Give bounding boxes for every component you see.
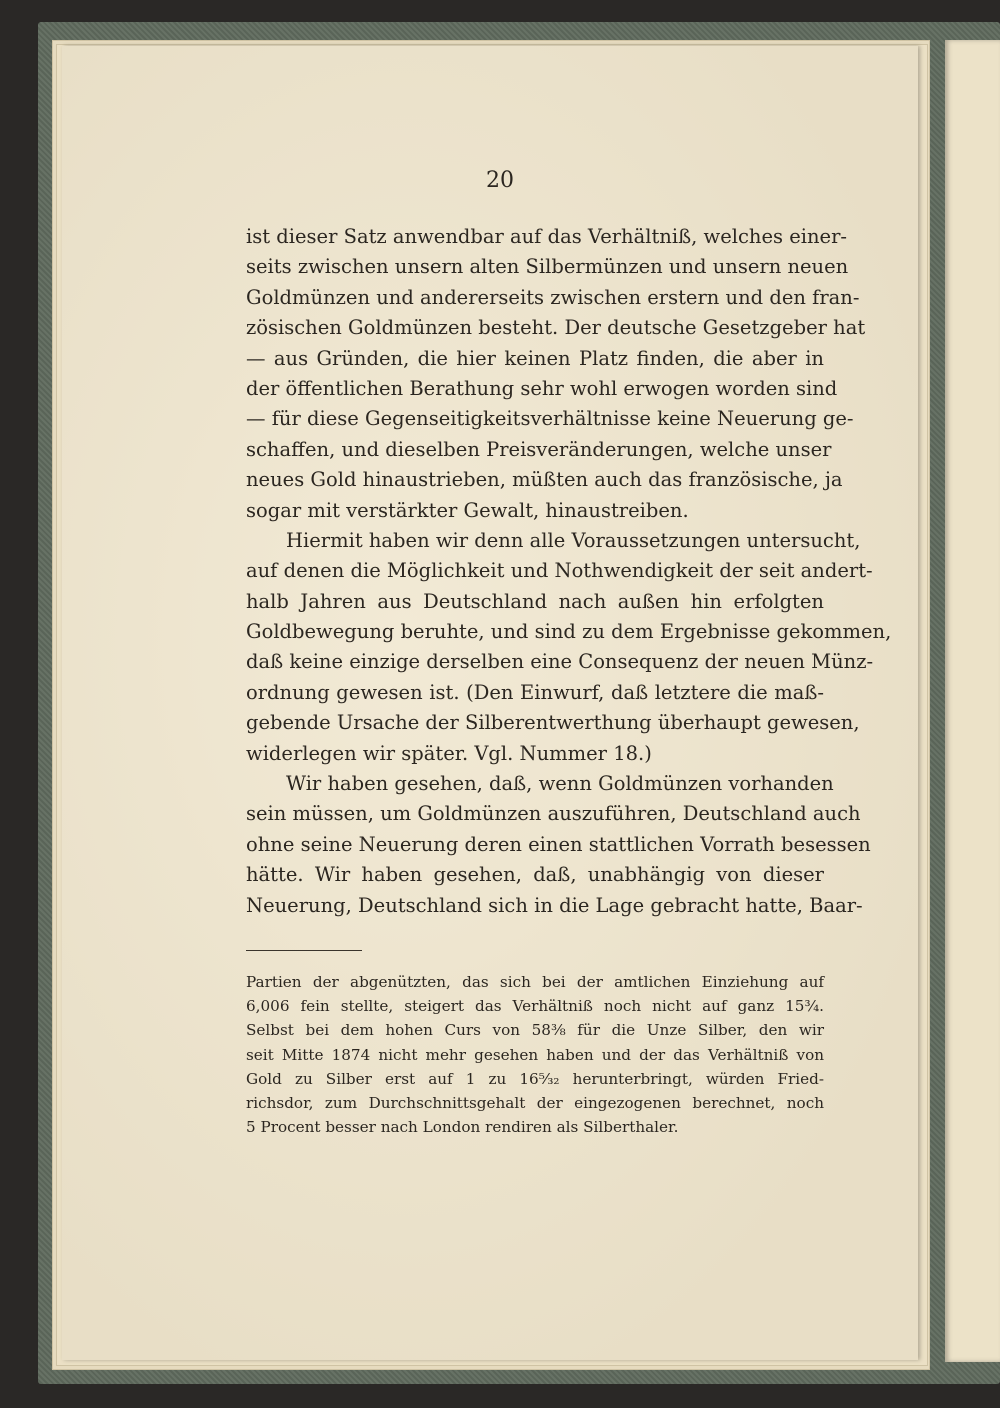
body-line: Goldbewegung beruhte, und sind zu dem Ergebnisse gekommen, bbox=[246, 620, 892, 644]
body-line: der öffentlichen Berathung sehr wohl erwogen worden sind bbox=[246, 376, 838, 400]
body-line: schaffen, und dieselben Preisveränderungen, welche unser bbox=[246, 437, 832, 461]
body-line: seits zwischen unsern alten Silbermünzen und unsern neuen bbox=[246, 255, 849, 279]
body-line: widerlegen wir später. Vgl. Nummer 18.) bbox=[246, 741, 652, 765]
body-line: — für diese Gegenseitigkeitsverhältnisse keine Neuerung ge- bbox=[246, 407, 854, 431]
body-line: gebende Ursache der Silberentwerthung überhaupt gewesen, bbox=[246, 711, 860, 735]
page-number: 20 bbox=[486, 168, 514, 193]
body-line: auf denen die Möglichkeit und Nothwendigkeit der seit andert- bbox=[246, 559, 873, 583]
body-text bbox=[246, 222, 892, 921]
body-line: ist dieser Satz anwendbar auf das Verhältniß, welches einer- bbox=[246, 225, 848, 248]
body-line: — aus Gründen, die hier keinen Platz finden, die aber in bbox=[246, 346, 824, 370]
footnote-line: richsdor, zum Durchschnittsgehalt der eingezogenen berechnet, noch bbox=[246, 1093, 824, 1112]
body-line: Neuerung, Deutschland sich in die Lage gebracht hatte, Baar- bbox=[246, 893, 863, 917]
body-line: Goldmünzen und andererseits zwischen erstern und den fran- bbox=[246, 285, 860, 309]
body-line: zösischen Goldmünzen besteht. Der deutsche Gesetzgeber hat bbox=[246, 316, 866, 340]
body-line: Wir haben gesehen, daß, wenn Goldmünzen vorhanden bbox=[286, 772, 834, 796]
body-line: daß keine einzige derselben eine Consequenz der neuen Münz- bbox=[246, 650, 874, 674]
footnote-line: Partien der abgenützten, das sich bei der amtlichen Einziehung auf bbox=[246, 973, 824, 991]
footnote bbox=[246, 970, 824, 1139]
footnote-line: Selbst bei dem hohen Curs von 58⅜ für die Unze Silber, den wir bbox=[246, 1021, 824, 1040]
body-line: sein müssen, um Goldmünzen auszuführen, Deutschland auch bbox=[246, 802, 861, 826]
body-line: hätte. Wir haben gesehen, daß, unabhängig von dieser bbox=[246, 863, 824, 887]
footnote-rule bbox=[246, 950, 362, 951]
body-line: Hiermit haben wir denn alle Voraussetzungen untersucht, bbox=[286, 528, 861, 552]
body-line: ohne seine Neuerung deren einen stattlichen Vorrath besessen bbox=[246, 832, 871, 856]
facing-page-edge bbox=[945, 40, 1000, 1362]
footnote-line: 5 Procent besser nach London rendiren als Silberthaler. bbox=[246, 1118, 679, 1137]
body-line: ordnung gewesen ist. (Den Einwurf, daß letztere die maß- bbox=[246, 680, 824, 704]
footnote-line: 6,006 fein stellte, steigert das Verhältniß noch nicht auf ganz 15¾. bbox=[246, 997, 824, 1016]
body-line: halb Jahren aus Deutschland nach außen hin erfolgten bbox=[246, 589, 824, 613]
body-line: neues Gold hinaustrieben, müßten auch das französische, ja bbox=[246, 468, 843, 492]
footnote-line: seit Mitte 1874 nicht mehr gesehen haben und der das Verhältniß von bbox=[246, 1045, 824, 1064]
footnote-line: Gold zu Silber erst auf 1 zu 16⁵⁄₃₂ herunterbringt, würden Fried- bbox=[246, 1069, 824, 1088]
body-line: sogar mit verstärkter Gewalt, hinaustreiben. bbox=[246, 498, 689, 522]
